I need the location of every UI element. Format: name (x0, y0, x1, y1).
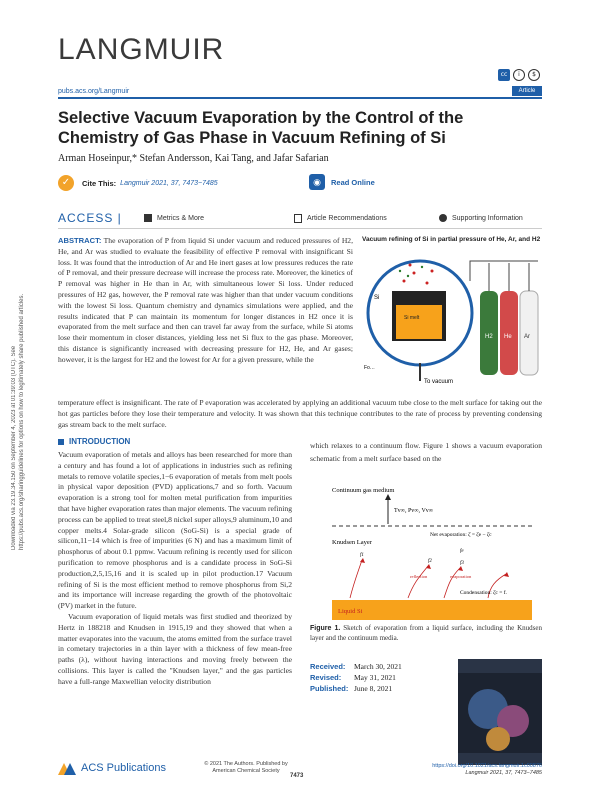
toc-melt-label: Si melt (404, 315, 420, 321)
fig-net-evaporation: Net evaporation: ζ̇ = ζ̇e − ζ̇c (430, 532, 492, 538)
toc-vacuum-label: To vacuum (424, 379, 454, 385)
toc-h2-label: H2 (485, 334, 493, 340)
header-divider (58, 97, 542, 99)
read-online-button[interactable] (309, 174, 375, 190)
introduction-body (58, 450, 292, 688)
toc-title: Vacuum refining of Si in partial pressure of He, Ar, and H2 (362, 236, 541, 243)
fig-f2-label: f2 (428, 559, 432, 564)
caption-text: Sketch of evaporation from a liquid surface, including the Knudsen layer and the continuum media. (310, 624, 542, 642)
toc-he-label: He (504, 334, 512, 340)
toc-graphic (362, 236, 544, 396)
fig-reflection-label: reflection (410, 574, 428, 579)
supporting-label: Supporting Information (452, 214, 523, 222)
article-title: Selective Vacuum Evaporation by the Control of the Chemistry of Gas Phase in Vacuum Refining of Si (58, 109, 464, 147)
acs-publications-text: ACS Publications (81, 762, 166, 774)
bar-chart-icon (144, 214, 152, 222)
date-revised: Revised: May 31, 2021 (310, 673, 396, 682)
recommendations-link[interactable] (294, 214, 439, 223)
toc-ar-label: Ar (524, 334, 530, 340)
figure-1-diagram (310, 482, 542, 622)
date-received: Received: March 30, 2021 (310, 662, 402, 671)
fig-knudsen-label: Knudsen Layer (332, 539, 372, 546)
acs-logo-icon (58, 761, 76, 775)
fig-fe-label: fe (460, 549, 464, 554)
footer-doi-block (430, 763, 542, 777)
cite-icon: ✓ (58, 175, 74, 191)
read-online-label: Read Online (331, 177, 375, 187)
fig-condensation-label: Condensation: ζ̇c = f. (460, 590, 507, 596)
metrics-label: Metrics & More (157, 214, 205, 222)
toc-diagram (362, 243, 544, 393)
access-bar (58, 208, 542, 229)
introduction-heading-text: INTRODUCTION (69, 437, 131, 446)
license-icons (498, 69, 540, 81)
fig-f1-label: f1 (360, 553, 364, 558)
abstract-body (58, 236, 353, 366)
article-type-badge: Article (512, 86, 542, 96)
abstract-continuation: temperature effect is insignificant. The rate of P evaporation was accelerated by applying an additional vacuum tube close to the melt surface for taking out the hot gas particles before they lose their temperature and velocity. It was shown that this technique contributes to the rate of process by preventing condensing gas stream back to the melt surface. (58, 398, 542, 429)
copyright-notice: © 2021 The Authors. Published by American Chemical Society (204, 761, 288, 774)
figure-1 (310, 482, 542, 622)
abstract-text-1: The evaporation of P from liquid Si under vacuum and reduced pressures of H2, He, and Ar was studied to evaluate the feasibility of effective P removal with insignificant Si loss. It was found that the introduction of Ar and He inert gases at low pressures reduces the rate of P removal, and their pressure decrease will increase the process rate. Moreover, the kinetics of P removal was higher in He than in Ar, with simultaneous lower Si loss. Under reduced pressures of H2 gas, however, the P removal rate was higher than that under vacuum conditions with the lowest Si loss. Quantum chemistry and dynamics simulations were applied, and the results indicated that P can maintain its momentum for longer distances in H2 once it is evaporated from the melt surface and then can travel far away from the surface, while Si atoms lose their momentum in closer distances, yielding less net Si flux to the gas phase. Moreover, this distance is significantly increased with decreasing pressure for H2, He, and Ar gases; however, it is the largest for H2 and the lowest for Ar for a given pressure, while the (58, 236, 354, 364)
document-icon (294, 214, 302, 223)
recommendations-label: Article Recommendations (307, 214, 387, 222)
fig-evaporation-label: evaporation (450, 574, 472, 579)
abstract-label: ABSTRACT: (58, 236, 102, 245)
section-marker-icon (58, 439, 64, 445)
journal-url[interactable]: pubs.acs.org/Langmuir (58, 88, 130, 95)
column2-text: which relaxes to a continuum flow. Figure 1 shows a vacuum evaporation schematic from a melt surface based on the (310, 441, 542, 463)
doi-link[interactable]: https://doi.org/10.1021/acs.langmuir.1c00876 (432, 763, 542, 769)
caption-label: Figure 1. (310, 625, 341, 632)
footer-citation: Langmuir 2021, 37, 7473−7485 (465, 770, 542, 776)
toc-si-label: Si (374, 295, 380, 301)
by-icon[interactable]: i (513, 69, 525, 81)
fig-f3-label: f3 (460, 561, 464, 566)
cite-reference[interactable]: Langmuir 2021, 37, 7473−7485 (120, 179, 218, 187)
cover-image (458, 659, 542, 765)
intro-paragraph-2: Vacuum evaporation of liquid metals was first studied and theorized by Hertz in 188218 and Knudsen in 1915,19 and they showed that when a matter evaporates into the vacuum, the atoms emitted from the surface travel in cometary trajectories in a thin layer with a thickness of few mean-free paths (λ), without having interactions and moving freely between the collisions. This layer is called the "Knudsen layer," and the gas particles have a full-range Maxwellian velocity distribution (58, 611, 292, 686)
introduction-heading (58, 437, 130, 446)
authors-text[interactable]: Arman Hoseinpur,* Stefan Andersson, Kai Tang, and Jafar Safarian (58, 153, 329, 164)
download-notice: Downloaded via 23.19.34.150 on September 4, 2023 at 01:39:03 (UTC). See https://pubs.acs.org/sharingguidelines for options on how to legitimately share published articles. (11, 293, 25, 550)
date-published: Published: June 8, 2021 (310, 684, 393, 693)
page-number: 7473 (290, 773, 304, 779)
toc-fo-label: Fo… (364, 365, 375, 371)
author-list (58, 153, 329, 164)
fig-continuum-label: Continuum gas medium (332, 487, 395, 494)
cc-icon[interactable]: cc (498, 69, 510, 81)
supporting-icon (439, 214, 447, 222)
fig-tvp-label: Tv∞, Pv∞, Vv∞ (394, 508, 434, 514)
journal-name: LANGMUIR (58, 33, 225, 66)
intro-paragraph-1: Vacuum evaporation of metals and alloys has been researched for more than a century and has found a lot of applications in industries such as refining metals to remove volatile species,1−6 evaporation of metals from melt pools in physical vapor deposition (PVD) applications,7 and so forth. Vacuum evaporation is a strong tool for molten metal purification from impurities that have higher evaporation rates than major elements. The vacuum refining process can be applied to treat steel,8 nickel super alloys,9 aluminum,10 and copper melts.4 Solar-grade silicon (SoG-Si) is a special grade of silicon,11−14 which is free of impurities (6 N) and has a maximum limit of phosphorus of about 0.1 ppmw. Vacuum refining is recently used for silicon purification to remove phosphorus and is a candidate process in SoG-Si production,2,5,15,16 and it is scaled up in pilot production.17 Vacuum refining of Si is the most efficient method to remove phosphorus from Si,2 and its importance will increase regarding the growth of the photovoltaic (PV) market in the future. (58, 450, 292, 611)
metrics-link[interactable] (144, 214, 294, 222)
read-online-icon: ◉ (309, 174, 325, 190)
access-label: ACCESS | (58, 211, 122, 225)
journal-cover-thumbnail[interactable] (458, 659, 542, 765)
acs-publications-logo[interactable] (58, 761, 166, 775)
publication-dates (310, 661, 402, 694)
info-icon[interactable]: $ (528, 69, 540, 81)
fig-liquid-label: Liquid Si (338, 608, 363, 615)
figure-1-caption (310, 624, 542, 643)
supporting-info-link[interactable] (439, 214, 523, 222)
cite-label: Cite This: (82, 178, 117, 188)
